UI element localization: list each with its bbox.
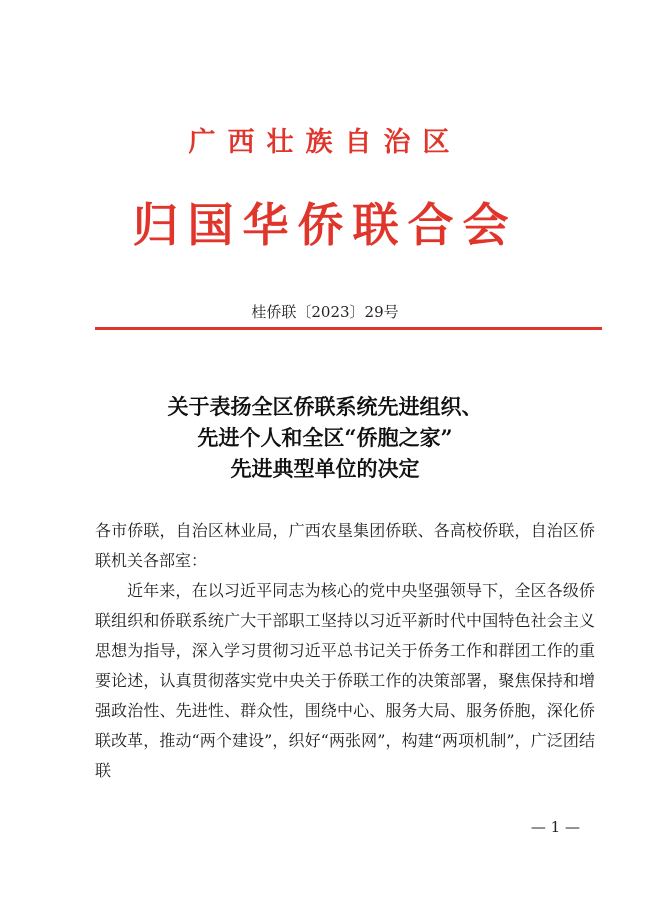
salutation: 各市侨联，自治区林业局，广西农垦集团侨联、各高校侨联，自治区侨联机关各部室：: [95, 521, 595, 570]
title-line-3: 先进典型单位的决定: [230, 456, 420, 481]
body-paragraph: 近年来，在以习近平同志为核心的党中央坚强领导下，全区各级侨联组织和侨联系统广大干部职工坚持以习近平新时代中国特色社会主义思想为指导，深入学习贯彻习近平总书记关于侨务工作和群团工作的重要论述，认真贯彻落实党中央关于侨联工作的决策部署，聚焦保持和增强政治性、先进性、群众性，围绕中心、服务大局、服务侨胞，深化侨联改革，推动“两个建设”，织好“两张网”，构建“两项机制”，广泛团结联: [95, 581, 595, 780]
issuer-organization: 归国华侨联合会: [132, 198, 518, 252]
document-body: [95, 516, 595, 786]
title-line-1: 关于表扬全区侨联系统先进组织、: [167, 394, 483, 419]
document-title: [0, 391, 650, 484]
red-divider: [95, 327, 602, 330]
page-number: — 1 —: [530, 818, 580, 836]
document-number: 桂侨联〔2023〕29号: [251, 303, 399, 321]
issuer-region: 广西壮族自治区: [188, 127, 462, 158]
title-line-2: 先进个人和全区“侨胞之家”: [197, 425, 453, 450]
